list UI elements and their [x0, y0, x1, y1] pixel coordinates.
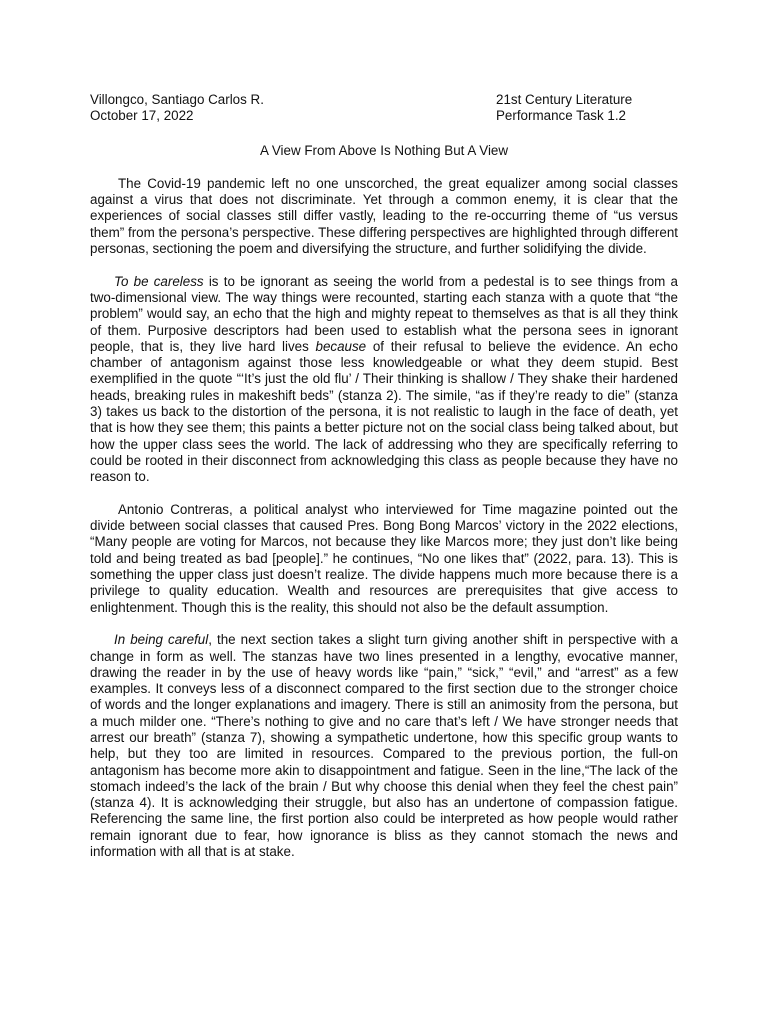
- paragraph-2-text-a: is to be ignorant as seeing the world from a pedestal is to see things from a two-dimensional view. The way things were recounted, starting each stanza with a quote that “the problem” would say, an echo that the high and mighty repeat to themselves as that is all they think of them. Purposive descriptors had been used to establish what the persona sees in ignorant people, that is, they live hard lives: [90, 273, 678, 354]
- task-name: Performance Task 1.2: [496, 108, 627, 124]
- paragraph-1: The Covid-19 pandemic left no one unscorched, the great equalizer among social classes against a virus that does not discriminate. Yet through a common enemy, it is clear that the experiences of social classes still differ vastly, leading to the re-occurring theme of “us versus them” from the persona’s perspective. These differing perspectives are highlighted through different personas, sectioning the poem and diversifying the structure, and further solidifying the divide.: [90, 175, 678, 257]
- author-name: Villongco, Santiago Carlos R.: [90, 92, 264, 107]
- paragraph-4-text: , the next section takes a slight turn giving another shift in perspective with a change in form as well. The stanzas have two lines presented in a lengthy, evocative manner, drawing the reader in by the use of heavy words like “pain,” “sick,” “evil,” and “arrest” as a few examples. It conveys less of a disconnect compared to the first section due to the stronger choice of words and the longer explanations and imagery. There is still an animosity from the persona, but a much milder one. “There’s nothing to give and no care that’s left / We have stronger needs that arrest our breath” (stanza 7), showing a sympathetic undertone, how this specific group wants to help, but they too are limited in resources. Compared to the previous portion, the full-on antagonism has become more akin to disappointment and fatigue. Seen in the line,“The lack of the stomach indeed’s the lack of the brain / But why choose this denial when they feel the chest pain” (stanza 4). It is acknowledging their struggle, but also has an undertone of compassion fatigue. Referencing the same line, the first portion also could be interpreted as how people would rather remain ignorant due to fear, how ignorance is bliss as they cannot stomach the news and information with all that is at stake.: [90, 632, 678, 860]
- header-left: [90, 92, 264, 125]
- paragraph-4-italic-lead: In being careful: [114, 632, 209, 648]
- document-page: [90, 92, 678, 877]
- document-header: [90, 92, 678, 125]
- paragraph-2: [90, 274, 678, 486]
- document-title: A View From Above Is Nothing But A View: [259, 142, 509, 158]
- paragraph-3: Antonio Contreras, a political analyst who interviewed for Time magazine pointed out the divide between social classes that caused Pres. Bong Bong Marcos’ victory in the 2022 elections, “Many people are voting for Marcos, not because they like Marcos more; they just don’t like being told and being treated as bad [people].” he continues, “No one likes that” (2022, para. 13). This is something the upper class just doesn’t realize. The divide happens much more because there is a privilege to quality education. Wealth and resources are prerequisites that give access to enlightenment. Though this is the reality, this should not also be the default assumption.: [90, 501, 678, 615]
- paragraph-2-text-b: of their refusal to believe the evidence. An echo chamber of antagonism against those less knowledgeable or what they deem stupid. Best exemplified in the quote “‘It’s just the old flu’ / Their thinking is shallow / They shake their hardened heads, breaking rules in makeshift beds” (stanza 2). The simile, “as if they’re ready to die” (stanza 3) takes us back to the distortion of the persona, it is not realistic to laugh in the face of death, yet that is how they see them; this paints a better picture not on the social class being talked about, but how the upper class sees the world. The lack of addressing who they are specifically referring to could be rooted in their disconnect from acknowledging this class as people because they have no reason to.: [90, 338, 678, 485]
- course-name: 21st Century Literature: [496, 92, 633, 107]
- paragraph-2-italic-because: because: [315, 338, 367, 354]
- submission-date: October 17, 2022: [90, 108, 194, 124]
- paragraph-2-italic-lead: To be careless: [114, 273, 204, 289]
- paragraph-4: [90, 632, 678, 860]
- header-right: [496, 92, 678, 125]
